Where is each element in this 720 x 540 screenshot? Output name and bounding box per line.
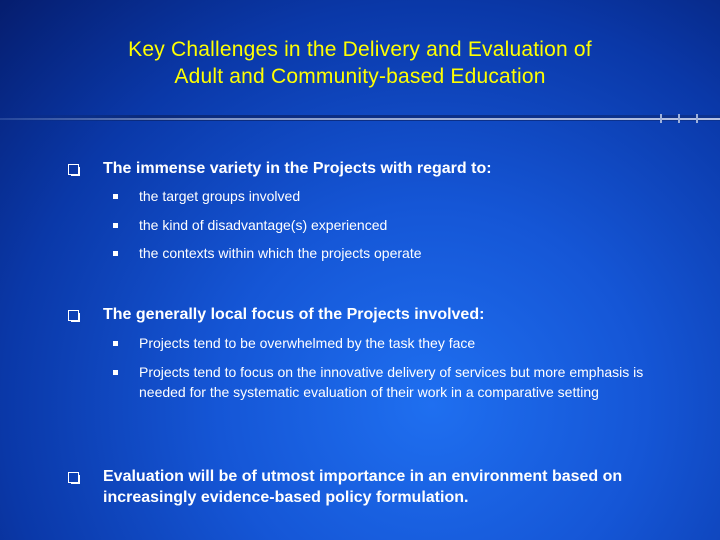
title-divider (0, 113, 720, 123)
title-line-2: Adult and Community-based Education (174, 65, 546, 88)
small-square-bullet-icon (113, 223, 118, 228)
sub-item-1-3: the contexts within which the projects operate (139, 245, 422, 261)
divider-line (0, 118, 720, 120)
small-square-bullet-icon (113, 194, 118, 199)
sub-item-2-2: Projects tend to focus on the innovative delivery of services but more emphasis is needed for the systematic evaluation of their work in a comparative setting (139, 364, 644, 400)
sub-item-1-2: the kind of disadvantage(s) experienced (139, 217, 388, 233)
hollow-square-bullet-icon (68, 310, 79, 321)
bullet-item-3: Evaluation will be of utmost importance in an environment based on increasingly evidence-based policy formulation. (103, 468, 623, 506)
small-square-bullet-icon (113, 251, 118, 256)
title-line-1: Key Challenges in the Delivery and Evaluation of (128, 38, 592, 61)
sub-item-2-1: Projects tend to be overwhelmed by the task they face (139, 335, 476, 351)
hollow-square-bullet-icon (68, 164, 79, 175)
small-square-bullet-icon (113, 341, 118, 346)
divider-tick (678, 114, 680, 123)
bullet-item-2: The generally local focus of the Projects involved: (103, 306, 485, 323)
hollow-square-bullet-icon (68, 472, 79, 483)
divider-tick (660, 114, 662, 123)
sub-item-1-1: the target groups involved (139, 188, 301, 204)
small-square-bullet-icon (113, 370, 118, 375)
bullet-item-1: The immense variety in the Projects with regard to: (103, 160, 492, 177)
slide-title (0, 36, 720, 90)
divider-tick (696, 114, 698, 123)
